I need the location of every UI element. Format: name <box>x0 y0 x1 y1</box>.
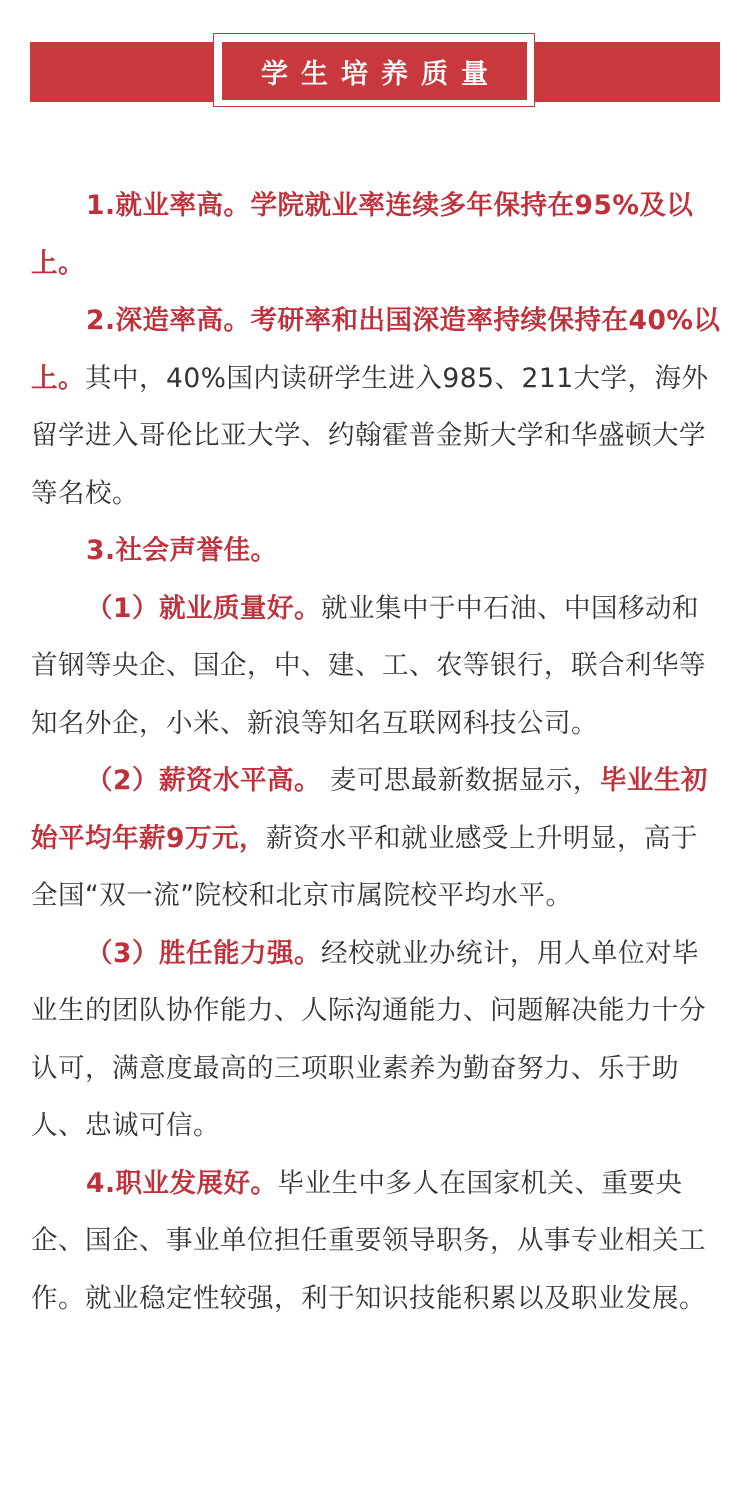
paragraph-highlight: 1.就业率高。学院就业率连续多年保持在95%及以上。 <box>31 190 694 279</box>
paragraph-competence <box>31 925 721 1155</box>
paragraph-text: 就业集中于中石油、中国移动和首钢等央企、国企，中、建、工、农等银行，联合利华等知名外企，小米、新浪等知名互联网科技公司。 <box>31 592 706 739</box>
paragraph-employment-quality <box>31 580 721 753</box>
paragraph-reputation <box>31 522 721 580</box>
paragraph-text: 其中，40%国内读研学生进入985、211大学，海外留学进入哥伦比亚大学、约翰霍普金斯大学和华盛顿大学等名校。 <box>31 362 709 509</box>
paragraph-employment-rate <box>31 177 721 292</box>
paragraph-career-development <box>31 1155 721 1328</box>
paragraph-highlight: 2.深造率高。考研率和出国深造率持续保持在40%以上。 <box>31 305 721 394</box>
header-title-box <box>222 42 527 100</box>
paragraph-highlight-salary: 毕业生初始平均年薪9万元， <box>31 765 708 854</box>
section-title: 学生培养质量 <box>261 58 501 90</box>
article-body <box>31 177 721 1327</box>
paragraph-highlight: （3）胜任能力强。 <box>86 937 321 969</box>
paragraph-salary-level <box>31 752 721 925</box>
paragraph-further-study-rate <box>31 292 721 522</box>
paragraph-highlight: （2）薪资水平高。 <box>86 765 321 796</box>
paragraph-highlight: 4.职业发展好。 <box>86 1167 278 1199</box>
paragraph-text: 经校就业办统计，用人单位对毕业生的团队协作能力、人际沟通能力、问题解决能力十分认可，满意度最高的三项职业素养为勤奋努力、乐于助人、忠诚可信。 <box>31 937 706 1141</box>
paragraph-text: 麦可思最新数据显示， <box>320 765 600 796</box>
paragraph-text: 毕业生中多人在国家机关、重要央企、国企、事业单位担任重要领导职务，从事专业相关工作。就业稳定性较强，利于知识技能积累以及职业发展。 <box>31 1167 706 1314</box>
paragraph-text-continued: 薪资水平和就业感受上升明显，高于全国“双一流”院校和北京市属院校平均水平。 <box>31 822 698 911</box>
paragraph-highlight: 3.社会声誉佳。 <box>86 535 278 566</box>
paragraph-highlight: （1）就业质量好。 <box>86 592 321 624</box>
